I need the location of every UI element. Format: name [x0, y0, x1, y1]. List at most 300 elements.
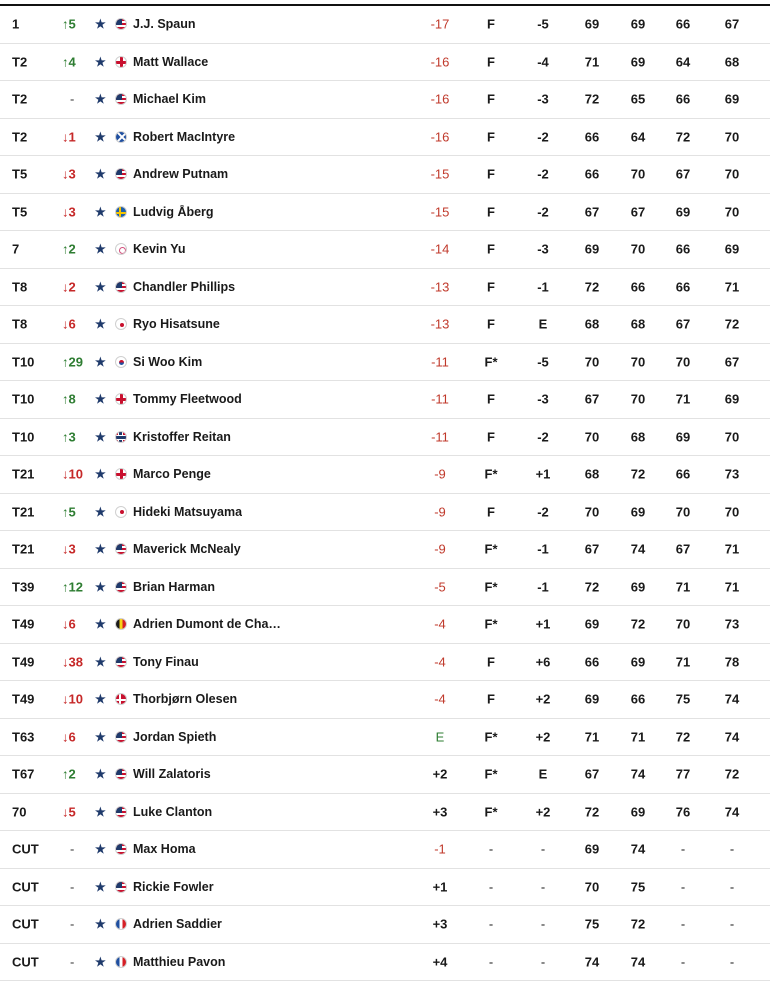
- today-score-cell: +1: [535, 616, 551, 632]
- movement-indicator: ↓3: [62, 541, 76, 557]
- today-score-cell: +2: [535, 804, 551, 820]
- country-flag-icon: [115, 243, 127, 255]
- round-2-cell: 65: [630, 91, 646, 107]
- round-1-cell: 67: [584, 204, 600, 220]
- thru-cell: F*: [484, 766, 498, 782]
- round-4-cell: 69: [724, 241, 740, 257]
- round-3-cell: -: [680, 916, 686, 932]
- table-row[interactable]: [0, 456, 770, 494]
- round-1-cell: 66: [584, 129, 600, 145]
- thru-cell: F*: [484, 579, 498, 595]
- movement-indicator: ↓6: [62, 616, 76, 632]
- favorite-star-icon[interactable]: ★: [95, 429, 106, 444]
- country-flag-icon: [115, 618, 127, 630]
- thru-cell: F: [487, 504, 495, 520]
- country-flag-icon: [115, 956, 127, 968]
- table-row[interactable]: [0, 756, 770, 794]
- position-cell: T10: [12, 391, 35, 407]
- thru-cell: F*: [484, 466, 498, 482]
- round-4-cell: 71: [724, 579, 740, 595]
- movement-indicator: ↓10: [62, 691, 83, 707]
- movement-indicator: ↓3: [62, 204, 76, 220]
- round-4-cell: 69: [724, 391, 740, 407]
- movement-indicator: -: [70, 841, 75, 857]
- favorite-star-icon[interactable]: ★: [95, 879, 106, 894]
- country-flag-icon: [115, 731, 127, 743]
- round-3-cell: -: [680, 879, 686, 895]
- thru-cell: -: [488, 916, 494, 932]
- table-row[interactable]: [0, 831, 770, 869]
- position-cell: T5: [12, 204, 28, 220]
- favorite-star-icon[interactable]: ★: [95, 467, 106, 482]
- round-2-cell: 69: [630, 654, 646, 670]
- thru-cell: F: [487, 16, 495, 32]
- favorite-star-icon[interactable]: ★: [95, 354, 106, 369]
- table-row[interactable]: [0, 531, 770, 569]
- round-1-cell: 72: [584, 91, 600, 107]
- thru-cell: -: [488, 879, 494, 895]
- country-flag-icon: [115, 318, 127, 330]
- player-name-link[interactable]: Kevin Yu: [133, 242, 186, 257]
- round-4-cell: 69: [724, 91, 740, 107]
- round-2-cell: 72: [630, 616, 646, 632]
- round-1-cell: 70: [584, 354, 600, 370]
- movement-indicator: ↑3: [62, 429, 76, 445]
- movement-indicator: ↑5: [62, 16, 76, 32]
- favorite-star-icon[interactable]: ★: [95, 729, 106, 744]
- position-cell: T8: [12, 316, 28, 332]
- thru-cell: F: [487, 429, 495, 445]
- country-flag-icon: [115, 506, 127, 518]
- table-row[interactable]: [0, 644, 770, 682]
- thru-cell: F: [487, 54, 495, 70]
- position-cell: T2: [12, 129, 28, 145]
- favorite-star-icon[interactable]: ★: [95, 579, 106, 594]
- player-name-link[interactable]: Robert MacIntyre: [133, 129, 236, 144]
- thru-cell: F*: [484, 354, 498, 370]
- round-2-cell: 74: [630, 541, 646, 557]
- table-row[interactable]: [0, 794, 770, 832]
- position-cell: T21: [12, 466, 35, 482]
- round-1-cell: 72: [584, 579, 600, 595]
- round-1-cell: 67: [584, 766, 600, 782]
- today-score-cell: -2: [537, 166, 549, 182]
- thru-cell: F: [487, 316, 495, 332]
- round-2-cell: 71: [630, 729, 646, 745]
- round-4-cell: -: [729, 954, 735, 970]
- player-name-link[interactable]: Tony Finau: [133, 654, 199, 669]
- today-score-cell: +1: [535, 466, 551, 482]
- country-flag-icon: [115, 393, 127, 405]
- movement-indicator: -: [70, 916, 75, 932]
- round-1-cell: 69: [584, 241, 600, 257]
- player-name-link[interactable]: Rickie Fowler: [133, 879, 214, 894]
- today-score-cell: E: [538, 316, 548, 332]
- favorite-star-icon[interactable]: ★: [95, 542, 106, 557]
- total-score-cell: -13: [430, 316, 450, 332]
- country-flag-icon: [115, 93, 127, 105]
- movement-indicator: ↑5: [62, 504, 76, 520]
- total-score-cell: +2: [432, 766, 448, 782]
- position-cell: 7: [12, 241, 20, 257]
- round-1-cell: 67: [584, 541, 600, 557]
- position-cell: T2: [12, 54, 28, 70]
- today-score-cell: -3: [537, 91, 549, 107]
- position-cell: T21: [12, 541, 35, 557]
- total-score-cell: +1: [432, 879, 448, 895]
- player-name-link[interactable]: Adrien Saddier: [133, 917, 222, 932]
- country-flag-icon: [115, 56, 127, 68]
- thru-cell: F: [487, 691, 495, 707]
- round-4-cell: 74: [724, 804, 740, 820]
- favorite-star-icon[interactable]: ★: [95, 692, 106, 707]
- today-score-cell: -3: [537, 391, 549, 407]
- round-2-cell: 70: [630, 354, 646, 370]
- round-3-cell: 70: [675, 354, 691, 370]
- round-2-cell: 64: [630, 129, 646, 145]
- player-name-link[interactable]: Ryo Hisatsune: [133, 317, 220, 332]
- today-score-cell: -5: [537, 16, 549, 32]
- table-row[interactable]: [0, 194, 770, 232]
- round-4-cell: 74: [724, 691, 740, 707]
- round-2-cell: 66: [630, 691, 646, 707]
- total-score-cell: -1: [434, 841, 446, 857]
- favorite-star-icon[interactable]: ★: [95, 54, 106, 69]
- movement-indicator: ↓6: [62, 316, 76, 332]
- country-flag-icon: [115, 18, 127, 30]
- movement-indicator: ↓6: [62, 729, 76, 745]
- round-3-cell: 66: [675, 91, 691, 107]
- round-3-cell: -: [680, 954, 686, 970]
- round-1-cell: 67: [584, 391, 600, 407]
- round-4-cell: 74: [724, 729, 740, 745]
- today-score-cell: -1: [537, 541, 549, 557]
- total-score-cell: -16: [430, 91, 450, 107]
- round-1-cell: 74: [584, 954, 600, 970]
- thru-cell: F: [487, 166, 495, 182]
- total-score-cell: -15: [430, 166, 450, 182]
- total-score-cell: E: [435, 729, 445, 745]
- round-2-cell: 67: [630, 204, 646, 220]
- favorite-star-icon[interactable]: ★: [95, 617, 106, 632]
- round-4-cell: -: [729, 916, 735, 932]
- round-2-cell: 70: [630, 391, 646, 407]
- round-3-cell: 71: [675, 579, 691, 595]
- round-4-cell: 73: [724, 466, 740, 482]
- round-3-cell: 67: [675, 541, 691, 557]
- round-3-cell: 67: [675, 166, 691, 182]
- total-score-cell: -16: [430, 129, 450, 145]
- round-1-cell: 72: [584, 804, 600, 820]
- position-cell: T49: [12, 654, 35, 670]
- table-row[interactable]: [0, 344, 770, 382]
- player-name-link[interactable]: Matthieu Pavon: [133, 954, 226, 969]
- total-score-cell: -17: [430, 16, 450, 32]
- country-flag-icon: [115, 431, 127, 443]
- table-row[interactable]: [0, 906, 770, 944]
- country-flag-icon: [115, 131, 127, 143]
- favorite-star-icon[interactable]: ★: [95, 204, 106, 219]
- total-score-cell: -15: [430, 204, 450, 220]
- round-1-cell: 66: [584, 654, 600, 670]
- total-score-cell: -9: [434, 504, 446, 520]
- favorite-star-icon[interactable]: ★: [95, 504, 106, 519]
- round-2-cell: 74: [630, 841, 646, 857]
- favorite-star-icon[interactable]: ★: [95, 129, 106, 144]
- player-name-link[interactable]: Kristoffer Reitan: [133, 429, 231, 444]
- movement-indicator: ↓3: [62, 166, 76, 182]
- table-row[interactable]: [0, 231, 770, 269]
- favorite-star-icon[interactable]: ★: [95, 242, 106, 257]
- round-2-cell: 68: [630, 429, 646, 445]
- today-score-cell: -1: [537, 279, 549, 295]
- round-2-cell: 75: [630, 879, 646, 895]
- favorite-star-icon[interactable]: ★: [95, 767, 106, 782]
- favorite-star-icon[interactable]: ★: [95, 954, 106, 969]
- round-1-cell: 71: [584, 54, 600, 70]
- movement-indicator: ↓5: [62, 804, 76, 820]
- favorite-star-icon[interactable]: ★: [95, 654, 106, 669]
- round-1-cell: 75: [584, 916, 600, 932]
- position-cell: T10: [12, 354, 35, 370]
- today-score-cell: E: [538, 766, 548, 782]
- position-cell: T39: [12, 579, 35, 595]
- favorite-star-icon[interactable]: ★: [95, 804, 106, 819]
- position-cell: CUT: [12, 954, 39, 970]
- position-cell: CUT: [12, 916, 39, 932]
- round-4-cell: 70: [724, 504, 740, 520]
- round-4-cell: -: [729, 841, 735, 857]
- total-score-cell: -9: [434, 466, 446, 482]
- country-flag-icon: [115, 356, 127, 368]
- position-cell: T8: [12, 279, 28, 295]
- thru-cell: -: [488, 954, 494, 970]
- round-3-cell: 67: [675, 316, 691, 332]
- country-flag-icon: [115, 768, 127, 780]
- table-row[interactable]: [0, 119, 770, 157]
- favorite-star-icon[interactable]: ★: [95, 917, 106, 932]
- today-score-cell: -2: [537, 429, 549, 445]
- today-score-cell: -1: [537, 579, 549, 595]
- round-1-cell: 68: [584, 316, 600, 332]
- round-3-cell: 66: [675, 279, 691, 295]
- round-4-cell: 67: [724, 16, 740, 32]
- round-3-cell: 71: [675, 391, 691, 407]
- today-score-cell: -: [540, 841, 546, 857]
- favorite-star-icon[interactable]: ★: [95, 167, 106, 182]
- total-score-cell: -9: [434, 541, 446, 557]
- table-row[interactable]: [0, 381, 770, 419]
- country-flag-icon: [115, 281, 127, 293]
- thru-cell: F: [487, 391, 495, 407]
- total-score-cell: +4: [432, 954, 448, 970]
- total-score-cell: -4: [434, 654, 446, 670]
- player-name-link[interactable]: Luke Clanton: [133, 804, 213, 819]
- round-4-cell: 71: [724, 541, 740, 557]
- table-row[interactable]: [0, 156, 770, 194]
- player-name-link[interactable]: Maverick McNealy: [133, 542, 241, 557]
- round-1-cell: 69: [584, 691, 600, 707]
- favorite-star-icon[interactable]: ★: [95, 92, 106, 107]
- table-row[interactable]: [0, 869, 770, 907]
- table-row[interactable]: [0, 419, 770, 457]
- round-1-cell: 70: [584, 504, 600, 520]
- total-score-cell: -11: [431, 429, 449, 445]
- player-name-link[interactable]: Matt Wallace: [133, 54, 209, 69]
- round-3-cell: -: [680, 841, 686, 857]
- favorite-star-icon[interactable]: ★: [95, 842, 106, 857]
- table-row[interactable]: [0, 269, 770, 307]
- table-row[interactable]: [0, 606, 770, 644]
- round-1-cell: 68: [584, 466, 600, 482]
- round-3-cell: 72: [675, 729, 691, 745]
- player-name-link[interactable]: J.J. Spaun: [133, 17, 196, 32]
- player-name-link[interactable]: Jordan Spieth: [133, 729, 217, 744]
- today-score-cell: -: [540, 916, 546, 932]
- round-1-cell: 69: [584, 841, 600, 857]
- country-flag-icon: [115, 881, 127, 893]
- movement-indicator: ↑12: [62, 579, 83, 595]
- table-row[interactable]: [0, 81, 770, 119]
- round-2-cell: 69: [630, 804, 646, 820]
- thru-cell: F*: [484, 541, 498, 557]
- player-name-link[interactable]: Hideki Matsuyama: [133, 504, 243, 519]
- table-row[interactable]: [0, 944, 770, 982]
- leaderboard-table: [0, 4, 770, 981]
- thru-cell: F*: [484, 804, 498, 820]
- today-score-cell: -4: [537, 54, 549, 70]
- movement-indicator: ↓1: [62, 129, 76, 145]
- round-3-cell: 69: [675, 204, 691, 220]
- total-score-cell: -4: [434, 691, 446, 707]
- round-3-cell: 64: [675, 54, 691, 70]
- table-row[interactable]: [0, 6, 770, 44]
- round-3-cell: 72: [675, 129, 691, 145]
- today-score-cell: +2: [535, 691, 551, 707]
- position-cell: T67: [12, 766, 35, 782]
- player-name-link[interactable]: Si Woo Kim: [133, 354, 203, 369]
- player-name-link[interactable]: Ludvig Åberg: [133, 204, 214, 219]
- round-2-cell: 66: [630, 279, 646, 295]
- thru-cell: F: [487, 204, 495, 220]
- country-flag-icon: [115, 543, 127, 555]
- round-2-cell: 69: [630, 16, 646, 32]
- thru-cell: F*: [484, 616, 498, 632]
- player-name-link[interactable]: Marco Penge: [133, 467, 211, 482]
- player-name-link[interactable]: Brian Harman: [133, 579, 215, 594]
- position-cell: T5: [12, 166, 28, 182]
- round-3-cell: 66: [675, 466, 691, 482]
- round-1-cell: 70: [584, 879, 600, 895]
- country-flag-icon: [115, 581, 127, 593]
- round-3-cell: 71: [675, 654, 691, 670]
- table-row[interactable]: [0, 681, 770, 719]
- round-2-cell: 69: [630, 579, 646, 595]
- country-flag-icon: [115, 693, 127, 705]
- table-row[interactable]: [0, 44, 770, 82]
- thru-cell: F: [487, 129, 495, 145]
- player-name-link[interactable]: Tommy Fleetwood: [133, 392, 242, 407]
- position-cell: T2: [12, 91, 28, 107]
- round-3-cell: 75: [675, 691, 691, 707]
- table-row[interactable]: [0, 719, 770, 757]
- round-4-cell: 72: [724, 766, 740, 782]
- total-score-cell: -11: [431, 391, 449, 407]
- thru-cell: F: [487, 241, 495, 257]
- round-3-cell: 77: [675, 766, 691, 782]
- round-4-cell: 70: [724, 129, 740, 145]
- total-score-cell: -16: [430, 54, 450, 70]
- favorite-star-icon[interactable]: ★: [95, 392, 106, 407]
- today-score-cell: -2: [537, 129, 549, 145]
- position-cell: 70: [12, 804, 27, 820]
- position-cell: T49: [12, 616, 35, 632]
- thru-cell: F: [487, 654, 495, 670]
- total-score-cell: +3: [432, 804, 448, 820]
- position-cell: CUT: [12, 879, 39, 895]
- thru-cell: F: [487, 279, 495, 295]
- round-2-cell: 72: [630, 916, 646, 932]
- player-name-link[interactable]: Adrien Dumont de Cha…: [133, 617, 281, 632]
- player-name-link[interactable]: Max Homa: [133, 842, 196, 857]
- round-3-cell: 69: [675, 429, 691, 445]
- round-4-cell: 72: [724, 316, 740, 332]
- movement-indicator: -: [70, 879, 75, 895]
- country-flag-icon: [115, 168, 127, 180]
- table-row[interactable]: [0, 494, 770, 532]
- total-score-cell: -14: [430, 241, 450, 257]
- today-score-cell: -: [540, 879, 546, 895]
- favorite-star-icon[interactable]: ★: [95, 279, 106, 294]
- movement-indicator: -: [70, 954, 75, 970]
- movement-indicator: ↑8: [62, 391, 76, 407]
- favorite-star-icon[interactable]: ★: [95, 17, 106, 32]
- player-name-link[interactable]: Michael Kim: [133, 92, 206, 107]
- position-cell: 1: [12, 16, 20, 32]
- player-name-link[interactable]: Thorbjørn Olesen: [133, 692, 238, 707]
- country-flag-icon: [115, 468, 127, 480]
- round-4-cell: 67: [724, 354, 740, 370]
- player-name-link[interactable]: Will Zalatoris: [133, 767, 211, 782]
- position-cell: T10: [12, 429, 35, 445]
- movement-indicator: -: [70, 91, 75, 107]
- round-4-cell: 68: [724, 54, 740, 70]
- movement-indicator: ↓38: [62, 654, 83, 670]
- round-4-cell: 70: [724, 166, 740, 182]
- total-score-cell: +3: [432, 916, 448, 932]
- round-4-cell: -: [729, 879, 735, 895]
- round-4-cell: 70: [724, 204, 740, 220]
- round-2-cell: 68: [630, 316, 646, 332]
- round-3-cell: 66: [675, 16, 691, 32]
- today-score-cell: -3: [537, 241, 549, 257]
- round-2-cell: 74: [630, 766, 646, 782]
- player-name-link[interactable]: Chandler Phillips: [133, 279, 236, 294]
- player-name-link[interactable]: Andrew Putnam: [133, 167, 229, 182]
- table-row[interactable]: [0, 569, 770, 607]
- thru-cell: F*: [484, 729, 498, 745]
- today-score-cell: -5: [537, 354, 549, 370]
- movement-indicator: ↑2: [62, 766, 76, 782]
- round-4-cell: 73: [724, 616, 740, 632]
- today-score-cell: +2: [535, 729, 551, 745]
- country-flag-icon: [115, 656, 127, 668]
- table-row[interactable]: [0, 306, 770, 344]
- favorite-star-icon[interactable]: ★: [95, 317, 106, 332]
- position-cell: T63: [12, 729, 35, 745]
- round-2-cell: 69: [630, 54, 646, 70]
- today-score-cell: -2: [537, 204, 549, 220]
